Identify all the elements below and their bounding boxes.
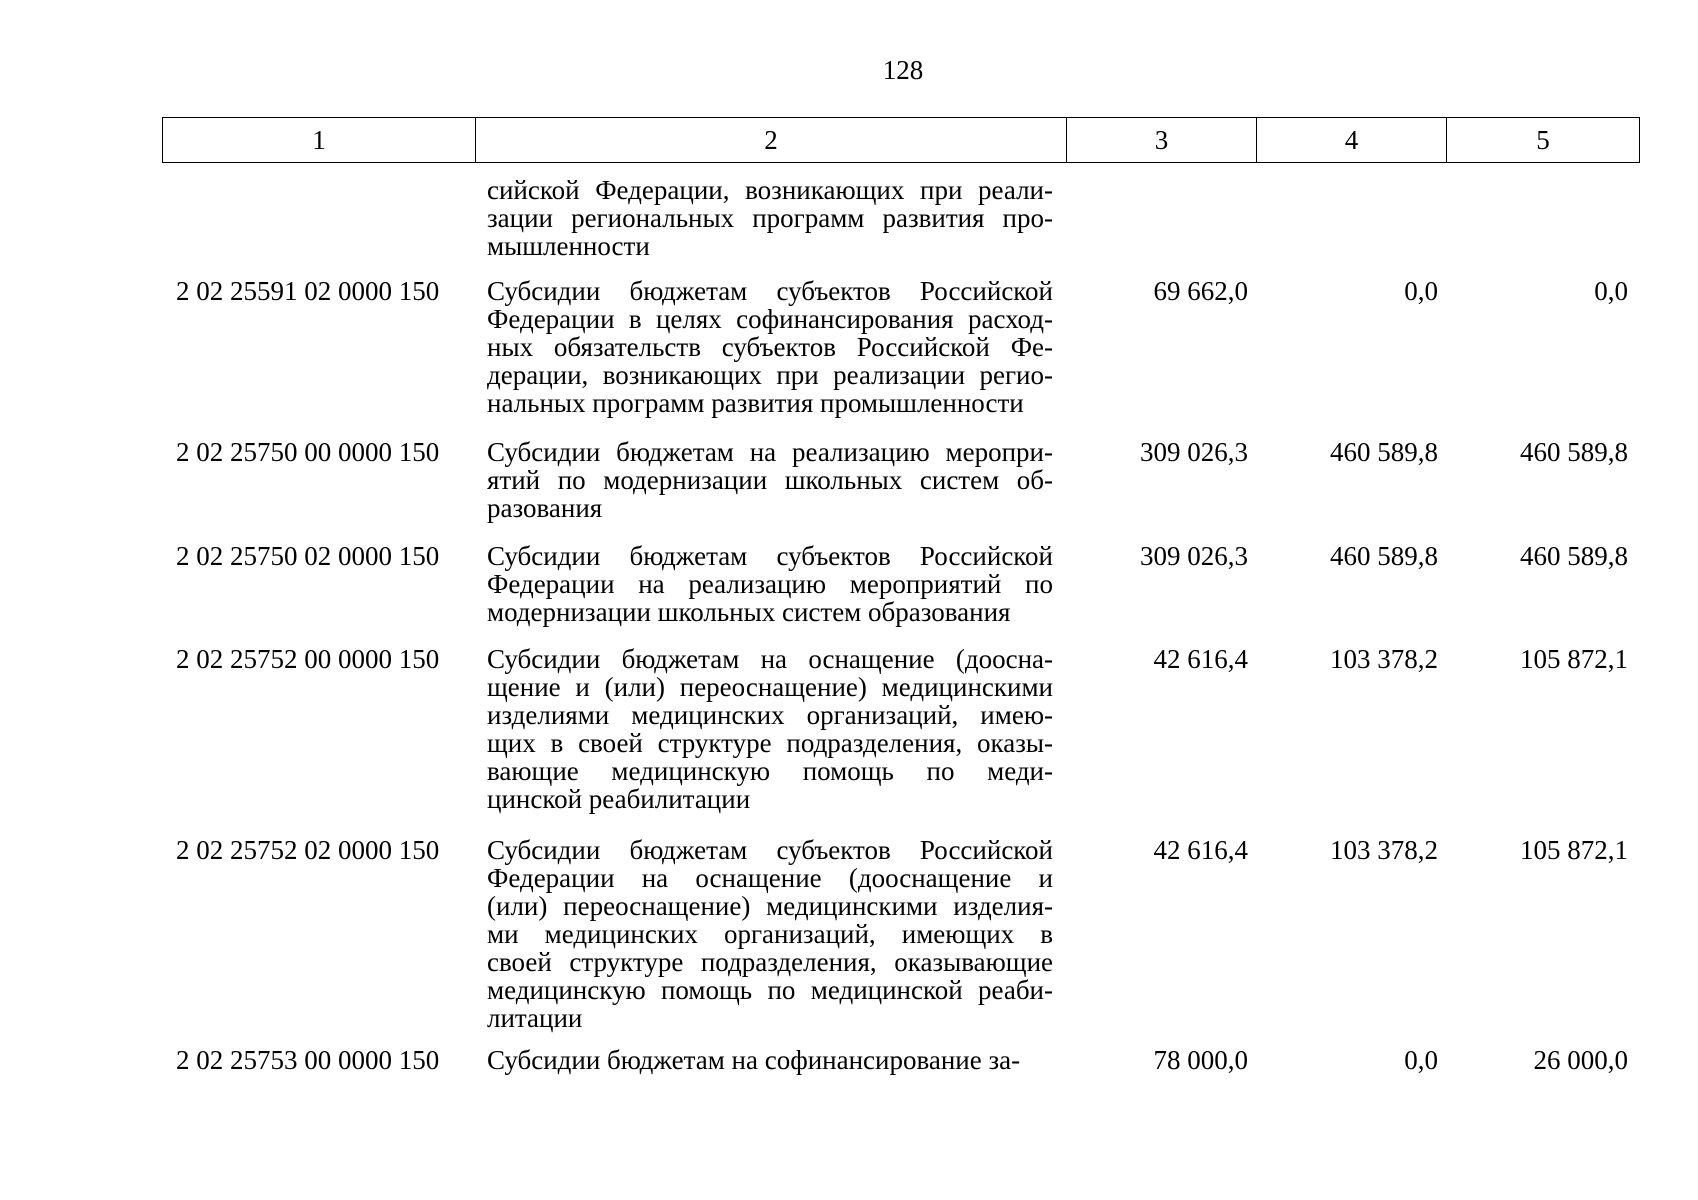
- row-value-col4: 0,0: [1404, 1045, 1438, 1075]
- description-line: своей структуре подразделения, оказывающие: [487, 947, 1053, 977]
- table-header: [162, 117, 1640, 163]
- row-value-col3: 42 616,4: [1153, 644, 1248, 674]
- row-value-col5: 105 872,1: [1520, 835, 1628, 865]
- row-value-col5: 460 589,8: [1520, 541, 1628, 571]
- row-value-col3: 309 026,3: [1140, 541, 1248, 571]
- row-value-col3: 309 026,3: [1140, 437, 1248, 467]
- row-value-col3: 69 662,0: [1153, 276, 1248, 306]
- row-value-col5: 0,0: [1594, 276, 1628, 306]
- description-line: щих в своей структуре подразделения, оказы-: [487, 728, 1053, 758]
- row-value-col5: 460 589,8: [1520, 437, 1628, 467]
- description-line: ных обязательств субъектов Российской Фе-: [487, 332, 1053, 362]
- column-header-5: 5: [1536, 125, 1550, 155]
- row-value-col4: 103 378,2: [1330, 835, 1438, 865]
- description-line: Субсидии бюджетам на софинансирование за-: [487, 1045, 1021, 1075]
- description-line: ятий по модернизации школьных систем об-: [487, 465, 1053, 495]
- description-line: Федерации на реализацию мероприятий по: [487, 569, 1053, 599]
- row-value-col4: 103 378,2: [1330, 644, 1438, 674]
- row-description: [487, 645, 1053, 813]
- description-line: (или) переоснащение) медицинскими изделия-: [487, 891, 1053, 921]
- row-description: [487, 277, 1053, 417]
- row-value-col4: 460 589,8: [1330, 541, 1438, 571]
- row-code: 2 02 25750 02 0000 150: [176, 541, 440, 571]
- description-line: щение и (или) переоснащение) медицинскими: [487, 672, 1053, 702]
- description-line: Субсидии бюджетам на оснащение (дооcна-: [487, 644, 1053, 674]
- row-code: 2 02 25752 00 0000 150: [176, 644, 440, 674]
- description-line: цинской реабилитации: [487, 784, 751, 814]
- description-line: мышленности: [487, 231, 650, 261]
- description-line: нальных программ развития промышленности: [487, 388, 1024, 418]
- description-line: разования: [487, 493, 603, 523]
- description-line: сийской Федерации, возникающих при реали-: [487, 175, 1053, 205]
- row-description: [487, 542, 1053, 626]
- description-line: дерации, возникающих при реализации регио-: [487, 360, 1053, 390]
- description-line: ми медицинских организаций, имеющих в: [487, 919, 1053, 949]
- row-value-col4: 0,0: [1404, 276, 1438, 306]
- row-value-col4: 460 589,8: [1330, 437, 1438, 467]
- description-line: зации региональных программ развития про-: [487, 203, 1053, 233]
- column-header-3: 3: [1067, 118, 1257, 162]
- row-code: 2 02 25753 00 0000 150: [176, 1045, 440, 1075]
- description-line: изделиями медицинских организаций, имею-: [487, 700, 1053, 730]
- description-line: медицинскую помощь по медицинской реаби-: [487, 975, 1053, 1005]
- row-code: 2 02 25591 02 0000 150: [176, 276, 440, 306]
- description-line: Федерации в целях софинансирования расход-: [487, 304, 1053, 334]
- row-description: [487, 438, 1053, 522]
- description-line: литации: [487, 1003, 583, 1033]
- row-code: 2 02 25752 02 0000 150: [176, 835, 440, 865]
- description-line: Федерации на оснащение (дооснащение и: [487, 863, 1053, 893]
- row-value-col3: 42 616,4: [1153, 835, 1248, 865]
- description-line: Субсидии бюджетам субъектов Российской: [487, 276, 1053, 306]
- description-line: Субсидии бюджетам субъектов Российской: [487, 835, 1053, 865]
- row-code: 2 02 25750 00 0000 150: [176, 437, 440, 467]
- row-description: [487, 1046, 1053, 1074]
- row-value-col5: 105 872,1: [1520, 644, 1628, 674]
- description-line: модернизации школьных систем образования: [487, 597, 1011, 627]
- row-description: [487, 836, 1053, 1032]
- column-header-2: 2: [476, 118, 1067, 162]
- description-line: Субсидии бюджетам на реализацию меропри-: [487, 437, 1053, 467]
- description-line: Субсидии бюджетам субъектов Российской: [487, 541, 1053, 571]
- column-header-1: 1: [163, 118, 476, 162]
- column-header-4: 4: [1257, 118, 1447, 162]
- row-description: [487, 176, 1053, 260]
- page-number: 128: [882, 55, 924, 85]
- description-line: вающие медицинскую помощь по меди-: [487, 756, 1053, 786]
- row-value-col3: 78 000,0: [1153, 1045, 1248, 1075]
- row-value-col5: 26 000,0: [1533, 1045, 1628, 1075]
